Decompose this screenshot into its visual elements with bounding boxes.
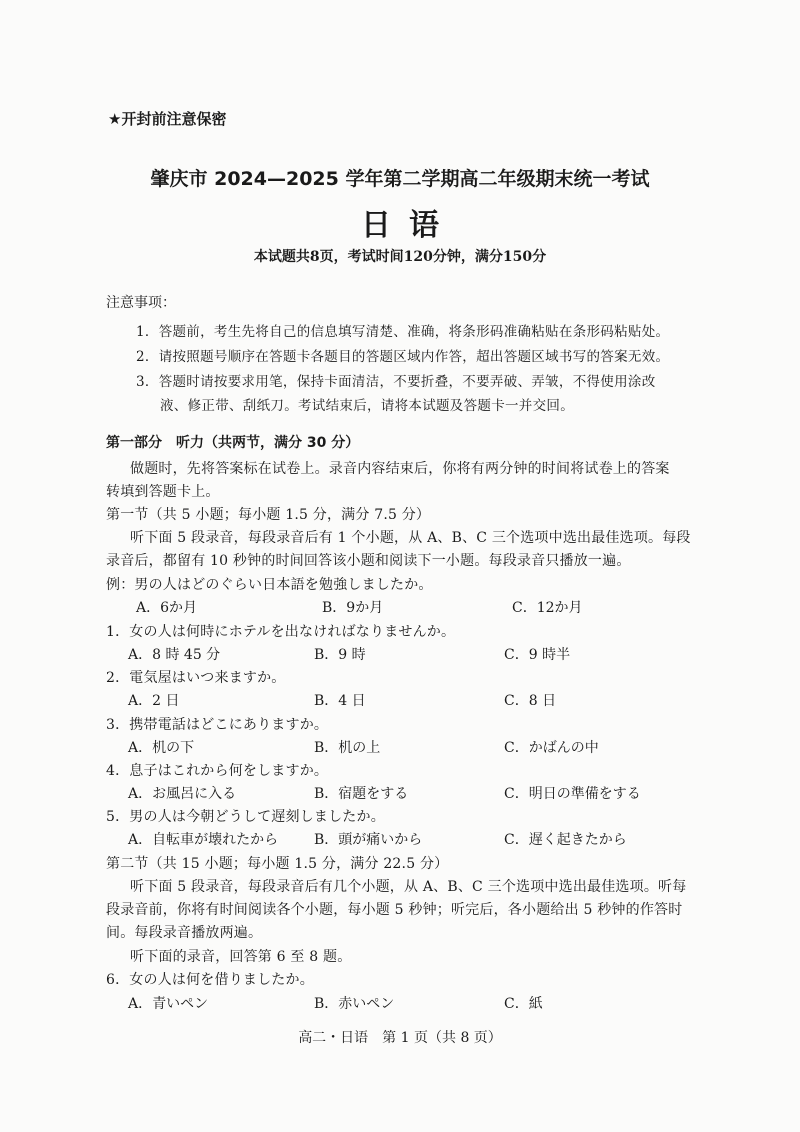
notice-item-3: 3．答题时请按要求用笔，保持卡面清洁，不要折叠，不要弄破、弄皱，不得使用涂改 xyxy=(136,374,656,390)
notice-item-3-cont: 液、修正带、刮纸刀。考试结束后，请将本试题及答题卡一并交回。 xyxy=(160,398,574,414)
question-6-option-a: A．青いペン xyxy=(128,996,209,1012)
question-4-option-a: A．お風呂に入る xyxy=(128,786,237,802)
confidential-mark: ★开封前注意保密 xyxy=(108,110,227,128)
question-3: 3．携帯電話はどこにありますか。 xyxy=(106,717,329,733)
question-5-option-a: A．自転車が壊れたから xyxy=(128,832,279,848)
question-1-option-c: C．9 時半 xyxy=(504,647,571,663)
question-1: 1．女の人は何時にホテルを出なければなりませんか。 xyxy=(106,624,456,640)
example-option-c: C．12か月 xyxy=(512,600,583,616)
page-footer: 高二・日语 第 1 页（共 8 页） xyxy=(298,1030,502,1046)
notice-title: 注意事项： xyxy=(106,295,176,311)
question-3-option-b: B．机の上 xyxy=(314,740,381,756)
question-6-option-b: B．赤いペン xyxy=(314,996,395,1012)
section1-heading: 第一节（共 5 小题；每小题 1.5 分，满分 7.5 分） xyxy=(106,507,431,523)
example-option-a: A．6か月 xyxy=(136,600,198,616)
question-2-option-c: C．8 日 xyxy=(504,693,557,709)
section1-instructions-cont: 录音后，都留有 10 秒钟的时间回答该小题和阅读下一小题。每段录音只播放一遍。 xyxy=(106,553,631,569)
question-4-option-b: B．宿題をする xyxy=(314,786,409,802)
section2-instructions-end: 间。每段录音播放两遍。 xyxy=(106,925,263,941)
subject-title: 日语 xyxy=(361,208,457,243)
part1-intro: 做题时，先将答案标在试卷上。录音内容结束后，你将有两分钟的时间将试卷上的答案 xyxy=(130,461,670,477)
section2-heading: 第二节（共 15 小题；每小题 1.5 分，满分 22.5 分） xyxy=(106,856,449,872)
question-1-option-b: B．9 時 xyxy=(314,647,366,663)
notice-item-2: 2．请按照题号顺序在答题卡各题目的答题区域内作答，超出答题区域书写的答案无效。 xyxy=(136,349,670,365)
question-6-option-c: C．紙 xyxy=(504,996,543,1012)
question-6: 6．女の人は何を借りましたか。 xyxy=(106,972,314,988)
notice-item-1: 1．答题前，考生先将自己的信息填写清楚、准确，将条形码准确粘贴在条形码粘贴处。 xyxy=(136,324,670,340)
question-1-option-a: A．8 時 45 分 xyxy=(128,647,221,663)
section2-instructions: 听下面 5 段录音，每段录音后有几个小题，从 A、B、C 三个选项中选出最佳选项。听每 xyxy=(130,879,687,895)
question-5-option-c: C．遅く起きたから xyxy=(504,832,627,848)
part1-heading: 第一部分 听力（共两节，满分 30 分） xyxy=(106,435,360,451)
exam-title: 肇庆市 2024—2025 学年第二学期高二年级期末统一考试 xyxy=(150,168,650,190)
question-3-option-a: A．机の下 xyxy=(128,740,195,756)
exam-info: 本试题共8页，考试时间120分钟，满分150分 xyxy=(253,249,547,265)
section1-instructions: 听下面 5 段录音，每段录音后有 1 个小题，从 A、B、C 三个选项中选出最佳选项。每段 xyxy=(130,530,691,546)
section2-instructions-cont: 段录音前，你将有时间阅读各个小题，每小题 5 秒钟；听完后，各小题给出 5 秒钟的作答时 xyxy=(106,902,683,918)
question-5-option-b: B．頭が痛いから xyxy=(314,832,423,848)
question-2-option-a: A．2 日 xyxy=(128,693,180,709)
question-5: 5．男の人は今朝どうして遅刻しましたか。 xyxy=(106,809,385,825)
question-2-option-b: B．4 日 xyxy=(314,693,366,709)
question-4-option-c: C．明日の準備をする xyxy=(504,786,641,802)
part1-intro-cont: 转填到答题卡上。 xyxy=(106,484,220,500)
question-4: 4．息子はこれから何をしますか。 xyxy=(106,763,329,779)
example-option-b: B．9か月 xyxy=(322,600,384,616)
example-question: 例：男の人はどのぐらい日本語を勉強しましたか。 xyxy=(106,577,433,593)
question-2: 2．電気屋はいつ来ますか。 xyxy=(106,670,286,686)
section2-group-instruction: 听下面的录音，回答第 6 至 8 题。 xyxy=(130,949,352,965)
question-3-option-c: C．かばんの中 xyxy=(504,740,599,756)
